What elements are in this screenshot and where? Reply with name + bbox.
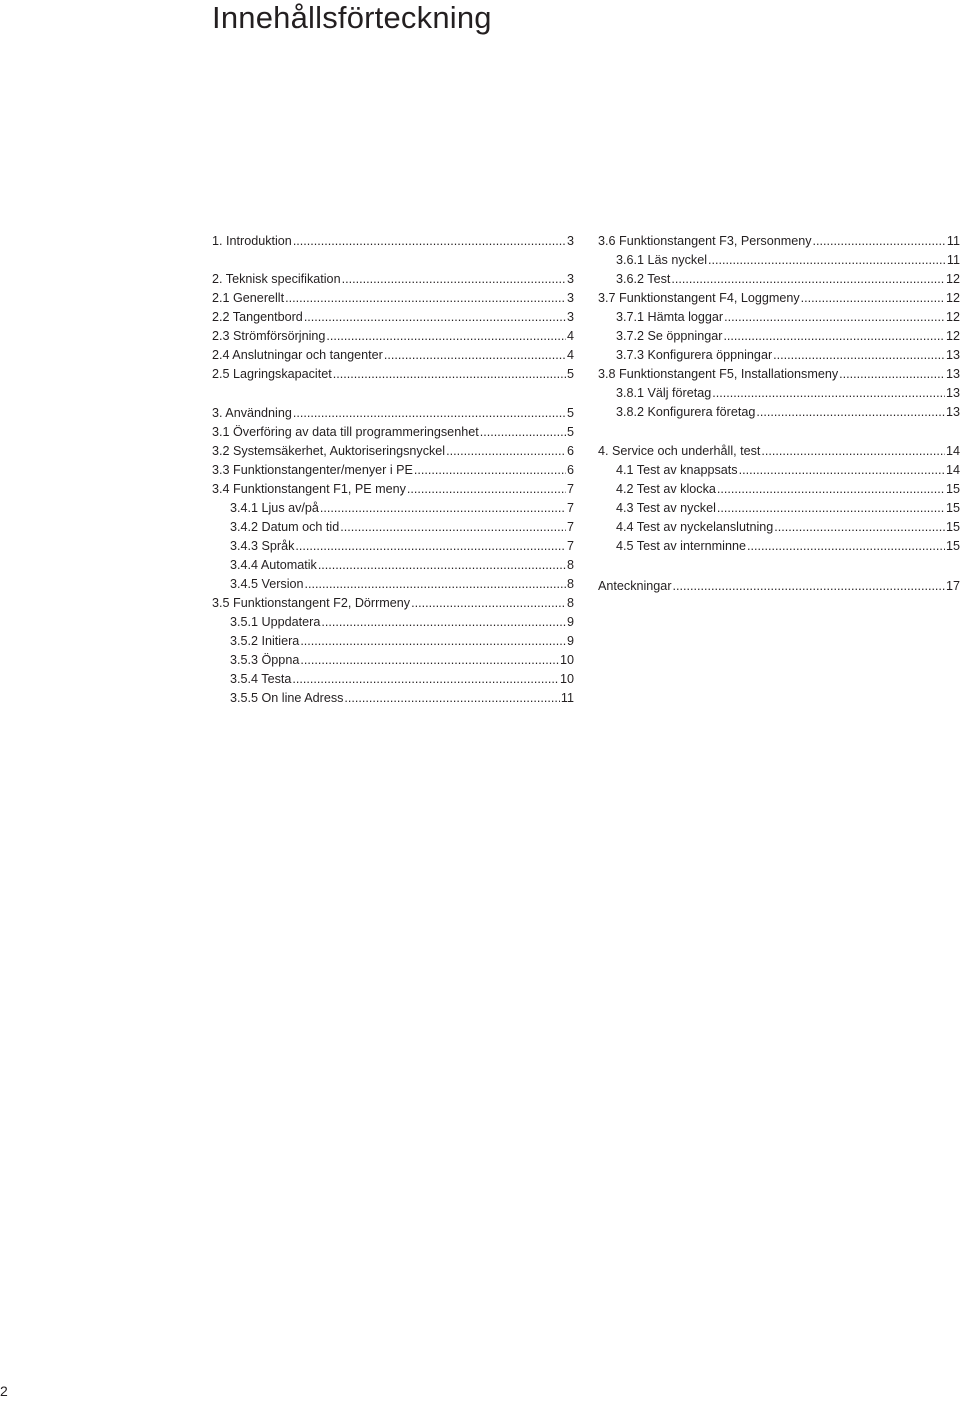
toc-entry-page: 11: [946, 253, 960, 267]
toc-dot-leader: [304, 308, 566, 327]
toc-entry-page: 10: [559, 653, 574, 667]
toc-entry-page: 13: [945, 367, 960, 381]
toc-entry-label: 3.6 Funktionstangent F3, Personmeny: [598, 234, 812, 248]
toc-dot-leader: [414, 461, 566, 480]
toc-dot-leader: [344, 689, 560, 708]
toc-dot-leader: [773, 346, 945, 365]
toc-entry[interactable]: [616, 346, 960, 365]
toc-entry-label: 3.7.3 Konfigurera öppningar: [616, 348, 773, 362]
toc-entry[interactable]: [616, 251, 960, 270]
toc-entry[interactable]: [598, 442, 960, 461]
toc-dot-leader: [293, 404, 566, 423]
toc-entry[interactable]: [230, 556, 574, 575]
toc-entry-label: 3.5.3 Öppna: [230, 653, 300, 667]
toc-entry-page: 9: [566, 615, 574, 629]
toc-entry-label: 3.4.3 Språk: [230, 539, 295, 553]
toc-entry-page: 6: [566, 463, 574, 477]
toc-entry[interactable]: [616, 327, 960, 346]
toc-entry-page: 7: [566, 520, 574, 534]
toc-entry-label: 3.4.4 Automatik: [230, 558, 317, 572]
toc-entry[interactable]: [616, 461, 960, 480]
toc-entry-label: 4.2 Test av klocka: [616, 482, 716, 496]
toc-entry-page: 13: [945, 405, 960, 419]
toc-dot-leader: [407, 480, 566, 499]
toc-dot-leader: [411, 594, 566, 613]
toc-dot-leader: [724, 308, 945, 327]
toc-dot-leader: [774, 518, 945, 537]
page-number: 2: [0, 1383, 8, 1399]
toc-entry-label: 3.6.1 Läs nyckel: [616, 253, 708, 267]
toc-entry-page: 15: [945, 539, 960, 553]
toc-entry-page: 9: [566, 634, 574, 648]
toc-entry-page: 3: [566, 272, 574, 286]
toc-entry-page: 13: [945, 348, 960, 362]
toc-entry[interactable]: [230, 632, 574, 651]
toc-dot-leader: [305, 575, 566, 594]
toc-entry[interactable]: [212, 289, 574, 308]
toc-entry-label: 3.8 Funktionstangent F5, Installationsmeny: [598, 367, 839, 381]
toc-dot-leader: [717, 499, 945, 518]
toc-entry-page: 8: [566, 577, 574, 591]
toc-entry-label: 3.5.4 Testa: [230, 672, 292, 686]
toc-entry[interactable]: [230, 499, 574, 518]
toc-entry-label: 3.4.5 Version: [230, 577, 304, 591]
toc-dot-leader: [712, 384, 945, 403]
toc-dot-leader: [747, 537, 945, 556]
toc-entry-label: 4.4 Test av nyckelanslutning: [616, 520, 774, 534]
toc-entry-page: 11: [560, 691, 574, 705]
toc-entry[interactable]: [212, 365, 574, 384]
toc-entry-label: 2.5 Lagringskapacitet: [212, 367, 332, 381]
toc-entry[interactable]: [230, 670, 574, 689]
toc-dot-leader: [723, 327, 945, 346]
toc-entry[interactable]: [616, 403, 960, 422]
toc-dot-leader: [293, 232, 566, 251]
toc-dot-leader: [342, 270, 566, 289]
toc-entry-label: 3.3 Funktionstangenter/menyer i PE: [212, 463, 413, 477]
toc-entry-label: 3.8.2 Konfigurera företag: [616, 405, 756, 419]
toc-entry[interactable]: [230, 613, 574, 632]
toc-entry-page: 13: [945, 386, 960, 400]
toc-dot-leader: [333, 365, 566, 384]
page-title: Innehållsförteckning: [212, 0, 492, 35]
toc-entry[interactable]: [212, 404, 574, 423]
toc-entry[interactable]: [230, 537, 574, 556]
toc-entry[interactable]: [230, 651, 574, 670]
toc-entry[interactable]: [616, 480, 960, 499]
toc-entry-label: 3.6.2 Test: [616, 272, 671, 286]
toc-entry[interactable]: [616, 499, 960, 518]
toc-entry[interactable]: [616, 308, 960, 327]
toc-entry[interactable]: [598, 365, 960, 384]
toc-entry-label: 2.4 Anslutningar och tangenter: [212, 348, 383, 362]
toc-dot-leader: [285, 289, 566, 308]
toc-entry-page: 7: [566, 539, 574, 553]
toc-entry[interactable]: [212, 327, 574, 346]
toc-entry-page: 12: [945, 329, 960, 343]
toc-entry-page: 7: [566, 482, 574, 496]
toc-dot-leader: [295, 537, 566, 556]
toc-entry[interactable]: [616, 384, 960, 403]
toc-entry[interactable]: [616, 518, 960, 537]
toc-entry-page: 6: [566, 444, 574, 458]
toc-entry-label: 3.7 Funktionstangent F4, Loggmeny: [598, 291, 800, 305]
toc-entry-page: 15: [945, 520, 960, 534]
toc-dot-leader: [813, 232, 946, 251]
toc-entry-label: 3.4.1 Ljus av/på: [230, 501, 319, 515]
toc-entry-label: 2.1 Generellt: [212, 291, 285, 305]
toc-entry-page: 8: [566, 558, 574, 572]
toc-entry-label: 3.7.2 Se öppningar: [616, 329, 723, 343]
toc-dot-leader: [708, 251, 946, 270]
toc-dot-leader: [292, 670, 559, 689]
toc-entry[interactable]: [212, 442, 574, 461]
toc-entry-label: 3. Användning: [212, 406, 292, 420]
toc-entry-label: 3.2 Systemsäkerhet, Auktoriseringsnyckel: [212, 444, 446, 458]
toc-entry[interactable]: [598, 577, 960, 596]
toc-entry-page: 12: [945, 272, 960, 286]
toc-entry-page: 3: [566, 234, 574, 248]
toc-entry-page: 4: [566, 329, 574, 343]
toc-entry[interactable]: [212, 308, 574, 327]
toc-entry[interactable]: [598, 289, 960, 308]
toc-entry-label: 3.5.1 Uppdatera: [230, 615, 321, 629]
toc-entry-label: 3.4 Funktionstangent F1, PE meny: [212, 482, 406, 496]
toc-entry[interactable]: [616, 537, 960, 556]
toc-dot-leader: [761, 442, 945, 461]
toc-entry-label: 4.5 Test av internminne: [616, 539, 746, 553]
toc-entry-label: 3.5.5 On line Adress: [230, 691, 344, 705]
toc-entry-page: 3: [566, 291, 574, 305]
toc-entry[interactable]: [230, 518, 574, 537]
toc-entry-page: 15: [945, 482, 960, 496]
toc-dot-leader: [318, 556, 566, 575]
toc-entry-page: 5: [566, 425, 574, 439]
toc-entry[interactable]: [212, 423, 574, 442]
toc-entry[interactable]: [230, 689, 574, 708]
toc-dot-leader: [326, 327, 566, 346]
toc-dot-leader: [801, 289, 945, 308]
toc-entry-page: 5: [566, 367, 574, 381]
toc-dot-leader: [739, 461, 945, 480]
toc-entry[interactable]: [616, 270, 960, 289]
toc-entry-page: 12: [945, 310, 960, 324]
toc-entry-label: 4.3 Test av nyckel: [616, 501, 716, 515]
toc-dot-leader: [320, 499, 566, 518]
toc-dot-leader: [839, 365, 945, 384]
toc-entry[interactable]: [212, 270, 574, 289]
toc-dot-leader: [300, 651, 559, 670]
toc-entry-label: 3.5.2 Initiera: [230, 634, 300, 648]
toc-entry[interactable]: [212, 480, 574, 499]
toc-dot-leader: [446, 442, 566, 461]
toc-entry-page: 14: [945, 444, 960, 458]
toc-entry-page: 7: [566, 501, 574, 515]
toc-dot-leader: [384, 346, 566, 365]
toc-entry[interactable]: [212, 232, 574, 251]
toc-entry-page: 15: [945, 501, 960, 515]
toc-entry-label: 3.5 Funktionstangent F2, Dörrmeny: [212, 596, 411, 610]
toc-entry[interactable]: [212, 594, 574, 613]
toc-dot-leader: [756, 403, 945, 422]
toc-entry-page: 12: [945, 291, 960, 305]
toc-entry-label: 3.8.1 Välj företag: [616, 386, 712, 400]
toc-dot-leader: [480, 423, 566, 442]
toc-dot-leader: [717, 480, 945, 499]
toc-entry-label: 3.4.2 Datum och tid: [230, 520, 340, 534]
toc-entry-page: 3: [566, 310, 574, 324]
toc-entry[interactable]: [230, 575, 574, 594]
toc-entry[interactable]: [212, 461, 574, 480]
toc-dot-leader: [673, 577, 945, 596]
toc-entry[interactable]: [598, 232, 960, 251]
toc-entry-label: 2.3 Strömförsörjning: [212, 329, 326, 343]
toc-entry-label: 1. Introduktion: [212, 234, 292, 248]
toc-dot-leader: [321, 613, 566, 632]
toc-dot-leader: [340, 518, 566, 537]
toc-entry-label: 3.7.1 Hämta loggar: [616, 310, 724, 324]
toc-entry-page: 17: [945, 579, 960, 593]
toc-entry-page: 14: [945, 463, 960, 477]
toc-entry-label: 4.1 Test av knappsats: [616, 463, 738, 477]
toc-entry-label: 2.2 Tangentbord: [212, 310, 303, 324]
toc-entry-label: 4. Service och underhåll, test: [598, 444, 761, 458]
toc-entry-page: 4: [566, 348, 574, 362]
toc-entry-label: 2. Teknisk specifikation: [212, 272, 341, 286]
toc-entry-label: 3.1 Överföring av data till programmeringsenhet: [212, 425, 479, 439]
toc-entry[interactable]: [212, 346, 574, 365]
toc-entry-label: Anteckningar: [598, 579, 672, 593]
toc-dot-leader: [671, 270, 945, 289]
toc-entry-page: 5: [566, 406, 574, 420]
toc-entry-page: 10: [559, 672, 574, 686]
toc-dot-leader: [300, 632, 566, 651]
toc-entry-page: 8: [566, 596, 574, 610]
toc-entry-page: 11: [946, 234, 960, 248]
